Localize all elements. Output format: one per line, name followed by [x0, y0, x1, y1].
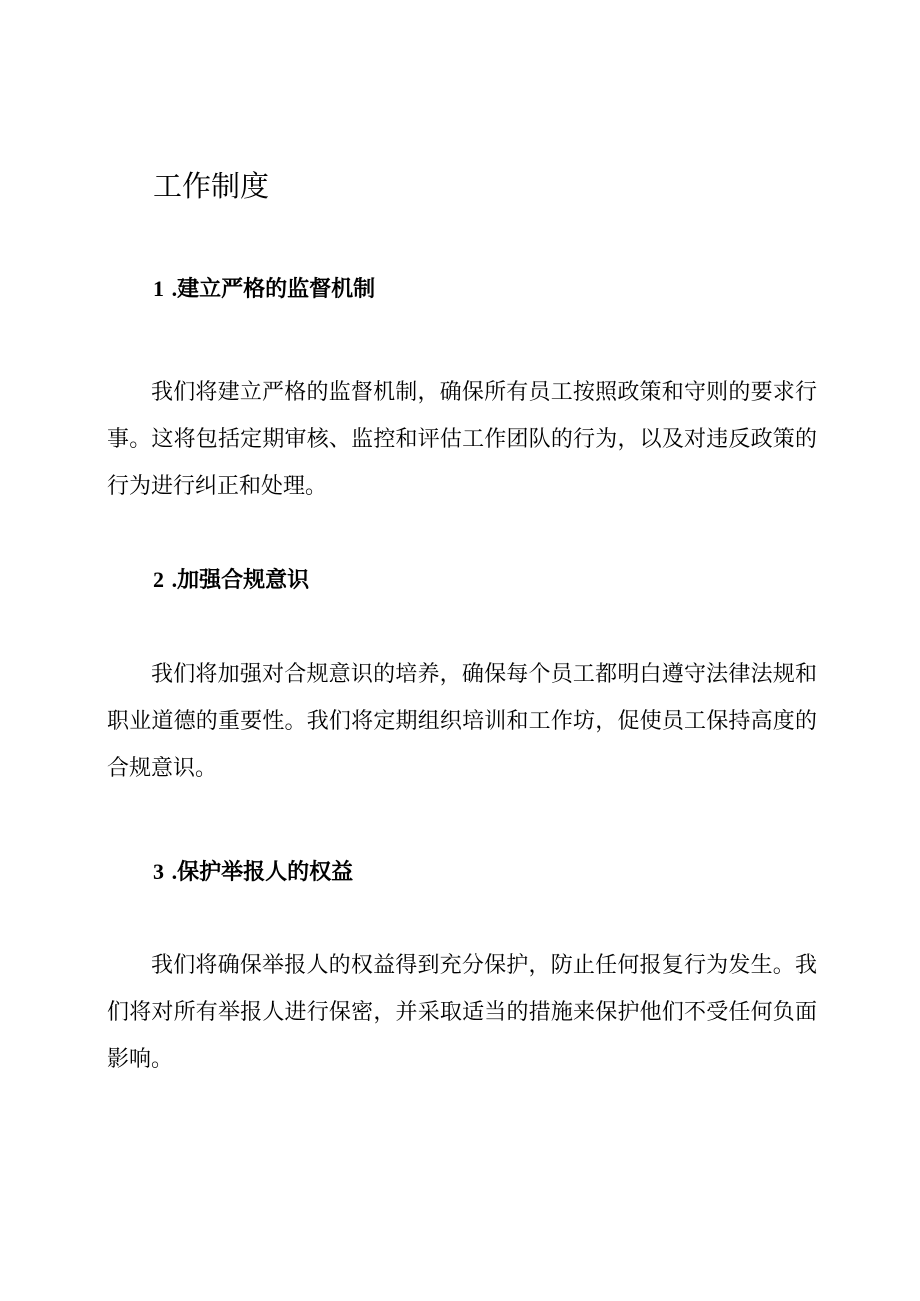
section-heading-text: 加强合规意识	[177, 568, 310, 593]
section-separator: .	[171, 859, 178, 884]
section-heading-text: 保护举报人的权益	[177, 860, 354, 885]
section-paragraph-3: 我们将确保举报人的权益得到充分保护，防止任何报复行为发生。我们将对所有举报人进行保密，并采取适当的措施来保护他们不受任何负面影响。	[107, 953, 817, 1072]
section-separator: .	[171, 567, 178, 592]
section-heading-3	[153, 857, 353, 888]
section-heading-2	[153, 565, 309, 596]
section-number: 1	[153, 276, 164, 301]
section-number: 3	[153, 859, 164, 884]
section-separator: .	[171, 276, 178, 301]
document-title: 工作制度	[153, 169, 270, 203]
section-heading-text: 建立严格的监督机制	[177, 277, 376, 302]
section-paragraph-1: 我们将建立严格的监督机制，确保所有员工按照政策和守则的要求行事。这将包括定期审核、监控和评估工作团队的行为，以及对违反政策的行为进行纠正和处理。	[107, 380, 817, 499]
section-paragraph-2: 我们将加强对合规意识的培养，确保每个员工都明白遵守法律法规和职业道德的重要性。我们将定期组织培训和工作坊，促使员工保持高度的合规意识。	[107, 662, 817, 781]
section-number: 2	[153, 567, 164, 592]
section-heading-1	[153, 274, 375, 305]
